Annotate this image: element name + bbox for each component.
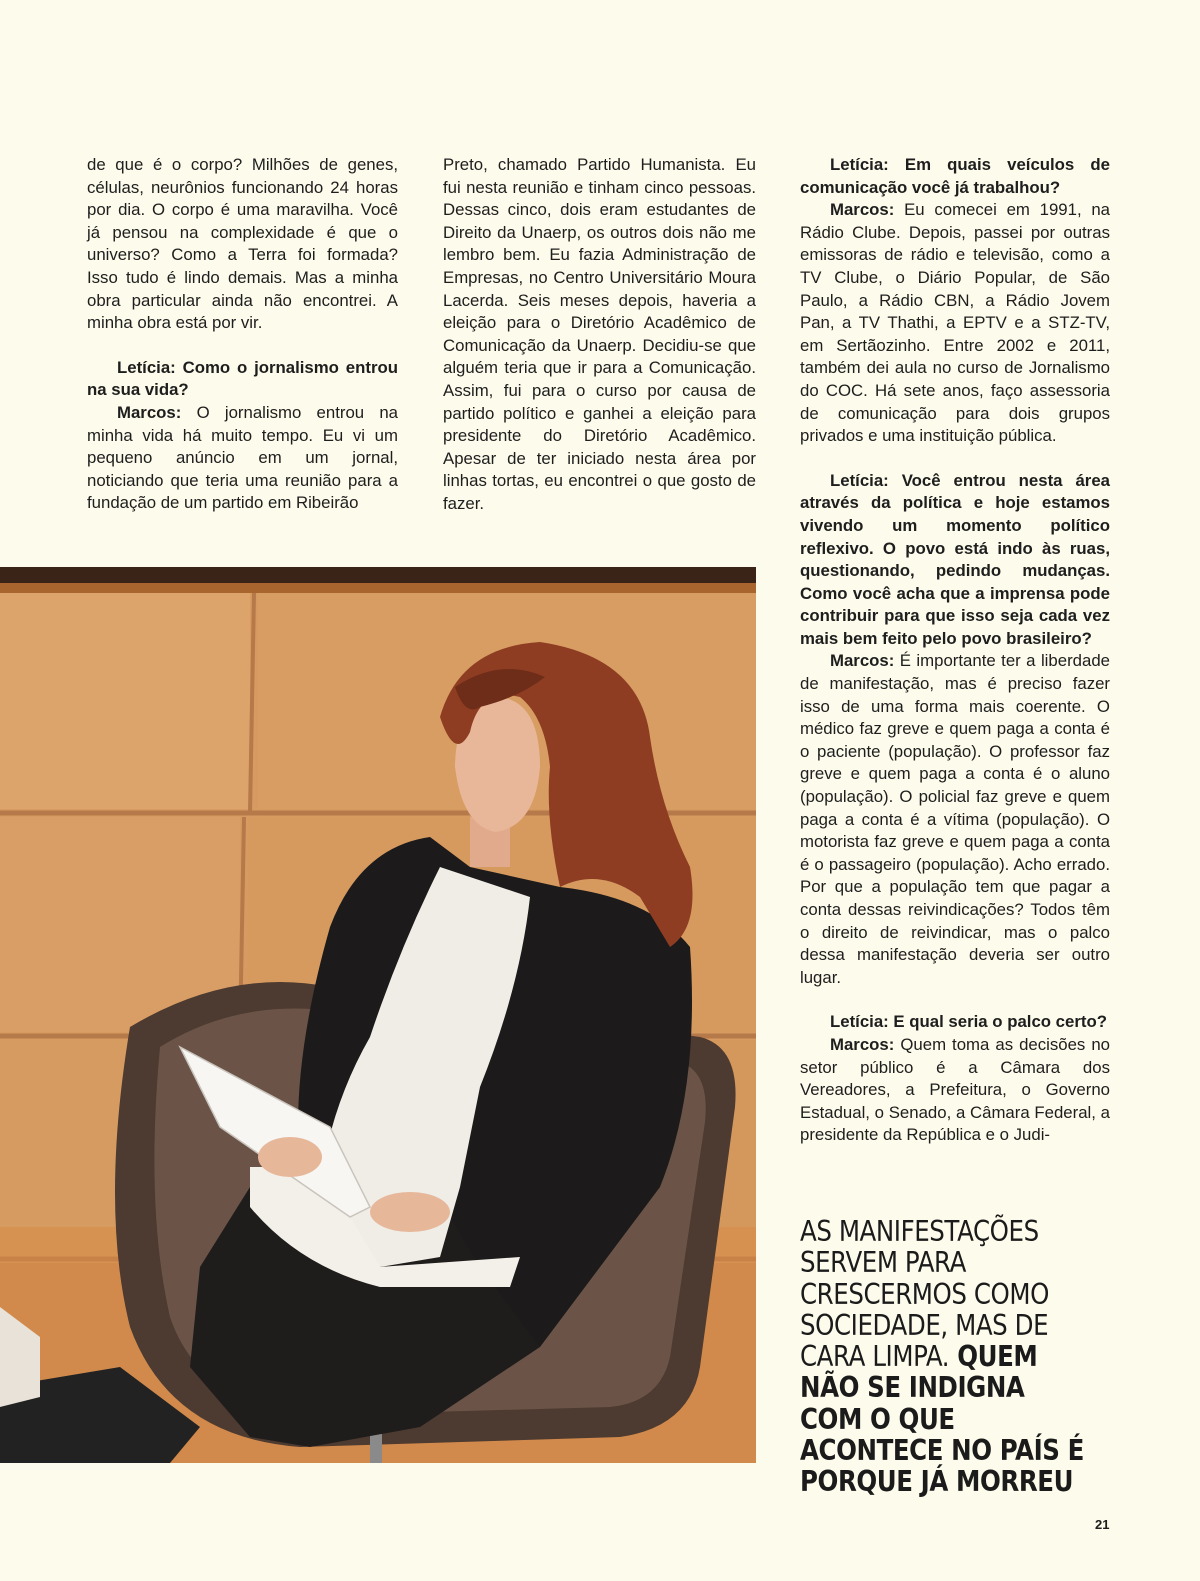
- pull-quote-line: SERVEM PARA: [800, 1246, 966, 1280]
- answer-text: É importante ter a liberdade de manifestação, mas é preciso fazer isso de uma forma mais coerente. O médico faz greve e quem paga a conta é o paciente (população). O professor faz greve e quem paga a conta é o aluno (população). O policial faz greve e quem paga a conta é a vítima (população). O motorista faz greve e quem paga a conta é o passageiro (população). Acho errado. Por que a população tem que pagar a conta dessas reivindicações? Todos têm o direito de reivindicar, mas o palco dessa manifestação deveria ser outro lugar.: [800, 651, 1110, 987]
- article-column-1: [87, 154, 398, 515]
- article-column-3: [800, 154, 1110, 1147]
- pull-quote-thin-text: CARA LIMPA.: [800, 1340, 950, 1374]
- speaker-name: Marcos:: [830, 200, 895, 220]
- pull-quote-bold-line: COM O QUE: [800, 1402, 955, 1436]
- interview-question: Letícia: Em quais veículos de comunicação você já trabalhou?: [800, 155, 1110, 197]
- speaker-name: Marcos:: [117, 402, 182, 422]
- pull-quote-bold-text: QUEM: [949, 1340, 1038, 1374]
- speaker-name: Marcos:: [830, 1034, 895, 1054]
- answer-text: Eu comecei em 1991, na Rádio Clube. Depois, passei por outras emissoras de rádio e televisão, como a TV Clube, o Diário Popular, de São Paulo, a Rádio CBN, a Rádio Jovem Pan, a TV Thathi, a EPTV e a STZ-TV, em Sertãozinho. Entre 2002 e 2011, também dei aula no curso de Jornalismo do COC. Há sete anos, faço assessoria de comunicação para dois grupos privados e uma instituição pública.: [800, 200, 1110, 446]
- paragraph: Preto, chamado Partido Humanista. Eu fui nesta reunião e tinham cinco pessoas. Dessas cinco, dois eram estudantes de Direito da Unaerp, os outros dois não me lembro bem. Eu fazia Administração de Empresas, no Centro Universitário Moura Lacerda. Seis meses depois, haveria a eleição para o Diretório Acadêmico de Comunicação da Unaerp. Decidiu-se que alguém teria que ir para a Comunicação. Assim, fui para o curso por causa de partido político e ganhei a eleição para presidente do Diretório Acadêmico. Apesar de ter iniciado nesta área por linhas tortas, eu encontrei o que gosto de fazer.: [443, 155, 756, 513]
- interview-answer: [800, 650, 1110, 989]
- article-column-2: [443, 154, 756, 516]
- speaker-name: Marcos:: [830, 651, 895, 671]
- interview-question: Letícia: E qual seria o palco certo?: [830, 1012, 1107, 1032]
- interview-answer: [800, 1034, 1110, 1147]
- interview-question: Letícia: Como o jornalismo entrou na sua vida?: [87, 357, 398, 400]
- interview-answer: [800, 199, 1110, 448]
- pull-quote-bold-line: NÃO SE INDIGNA: [800, 1371, 1025, 1405]
- interview-question: Letícia: Você entrou nesta área através da política e hoje estamos vivendo um momento político reflexivo. O povo está indo às ruas, questionando, pedindo mudanças. Como você acha que a imprensa pode contribuir para que isso seja cada vez mais bem feito pelo povo brasileiro?: [800, 470, 1110, 648]
- answer-text: O jornalismo entrou na minha vida há muito tempo. Eu vi um pequeno anúncio em um jornal, noticiando que teria uma reunião para a fundação de um partido em Ribeirão: [87, 402, 398, 513]
- interview-photo: [0, 567, 756, 1463]
- paragraph: de que é o corpo? Milhões de genes, células, neurônios funcionando 24 horas por dia. O corpo é uma maravilha. Você já pensou na complexidade é que o universo? Como a Terra foi formada? Isso tudo é lindo demais. Mas a minha obra particular ainda não encontrei. A minha obra está por vir.: [87, 155, 398, 333]
- pull-quote-line: [800, 1341, 1075, 1372]
- answer-text: Quem toma as decisões no setor público é a Câmara dos Vereadores, a Prefeitura, o Governo Estadual, o Senado, a Câmara Federal, a presidente da República e o Judi-: [800, 1034, 1110, 1145]
- pull-quote-bold-line: ACONTECE NO PAÍS É: [800, 1434, 1084, 1468]
- interview-answer: [87, 402, 398, 515]
- pull-quote-line: AS MANIFESTAÇÕES: [800, 1215, 1039, 1248]
- page-number: 21: [1095, 1517, 1110, 1532]
- pull-quote-line: SOCIEDADE, MAS DE: [800, 1308, 1049, 1342]
- woman-seated-in-chair-illustration: [0, 567, 756, 1463]
- pull-quote-line: CRESCERMOS COMO: [800, 1277, 1050, 1311]
- pull-quote: [800, 1216, 1120, 1498]
- pull-quote-bold-line: PORQUE JÁ MORREU: [800, 1465, 1074, 1499]
